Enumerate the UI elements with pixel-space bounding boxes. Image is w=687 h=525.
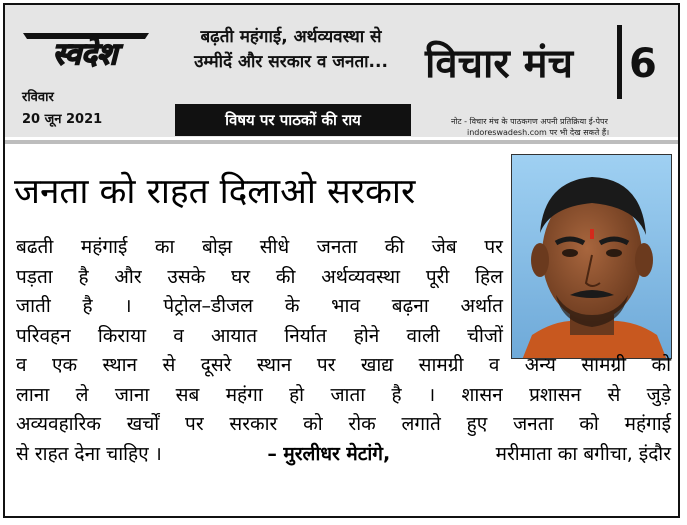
body-word: को bbox=[651, 354, 671, 376]
body-line-1 bbox=[16, 233, 503, 263]
topic-headline bbox=[155, 25, 427, 75]
body-word: जनता bbox=[513, 413, 554, 435]
body-word: घर bbox=[231, 265, 251, 288]
body-word: और bbox=[114, 265, 142, 288]
body-word: पर bbox=[484, 236, 503, 258]
body-word: भाव bbox=[331, 295, 361, 317]
section-title: विचार मंच bbox=[425, 41, 573, 87]
body-word: ले bbox=[75, 383, 89, 406]
article-body bbox=[16, 233, 671, 469]
body-word: है bbox=[82, 295, 93, 317]
body-word: अव्यवहारिक bbox=[16, 413, 101, 435]
body-word: खर्चों bbox=[126, 413, 160, 435]
body-word: सीधे bbox=[259, 236, 290, 258]
body-word: जनता bbox=[316, 236, 358, 258]
body-word: प्रशासन bbox=[529, 383, 582, 406]
body-word: स्थान bbox=[256, 354, 292, 376]
body-word: पर bbox=[185, 413, 204, 435]
body-word: महंगाई bbox=[624, 413, 671, 435]
body-word: पड़ता bbox=[16, 265, 53, 288]
body-word: होने bbox=[353, 324, 380, 347]
article-title: जनता को राहत दिलाओ सरकार bbox=[14, 172, 416, 212]
page-number: 6 bbox=[629, 41, 657, 87]
body-line-8 bbox=[16, 440, 671, 470]
title-divider bbox=[617, 25, 622, 99]
body-word: का bbox=[154, 236, 175, 258]
body-line-3 bbox=[16, 292, 503, 322]
body-word: को bbox=[579, 413, 599, 435]
body-word: जाना bbox=[114, 383, 150, 406]
body-word: निर्यात bbox=[284, 324, 327, 347]
date-label: 20 जून 2021 bbox=[22, 112, 103, 127]
body-word: सरकार bbox=[229, 413, 278, 435]
body-word: आयात bbox=[210, 324, 258, 347]
body-word: की bbox=[275, 265, 296, 288]
body-word: लाना bbox=[16, 383, 50, 406]
body-word: सब bbox=[175, 383, 200, 406]
body-word: अर्थात bbox=[460, 295, 503, 317]
body-word: जाती bbox=[16, 295, 51, 317]
body-word: उसके bbox=[167, 265, 206, 288]
body-word: बढ़ना bbox=[391, 295, 429, 317]
body-word: बोझ bbox=[201, 236, 233, 258]
body-word: पेट्रोल–डीजल bbox=[163, 295, 254, 317]
subject-banner: विषय पर पाठकों की राय bbox=[175, 104, 411, 136]
header-rule bbox=[5, 140, 678, 144]
body-word: एक bbox=[51, 354, 78, 376]
body-word: के bbox=[284, 295, 300, 317]
reader-note-line2: indoreswadesh.com पर भी देख सकते हैं। bbox=[467, 128, 610, 137]
masthead bbox=[5, 5, 678, 137]
body-word: वाली bbox=[406, 324, 440, 347]
body-word: दूसरे bbox=[200, 354, 232, 376]
body-word: महंगाई bbox=[80, 236, 128, 258]
body-word: । bbox=[124, 295, 132, 317]
body-word: व bbox=[488, 354, 500, 376]
body-word: पूरी bbox=[425, 265, 450, 288]
body-word: से bbox=[607, 383, 621, 406]
body-word: जुड़े bbox=[646, 383, 671, 406]
topic-headline-line2: उम्मीदें और सरकार व जनता... bbox=[194, 52, 388, 72]
body-line-4 bbox=[16, 322, 503, 352]
body-word: को bbox=[303, 413, 323, 435]
body-word: शासन bbox=[461, 383, 503, 406]
svg-text:स्वदेश: स्वदेश bbox=[52, 37, 118, 71]
body-word: व bbox=[173, 324, 184, 347]
body-line-6 bbox=[16, 381, 671, 411]
body-word: सामग्री bbox=[418, 354, 464, 376]
body-word: । bbox=[427, 383, 436, 406]
body-line-5 bbox=[16, 351, 671, 381]
body-word: लगाते bbox=[401, 413, 441, 435]
body-word: किराया bbox=[97, 324, 147, 347]
body-word: परिवहन bbox=[16, 324, 71, 347]
body-word: व bbox=[16, 354, 27, 376]
body-word: की bbox=[384, 236, 405, 258]
body-word: रोक bbox=[348, 413, 376, 435]
body-last-line-text: से राहत देना चाहिए । bbox=[16, 442, 162, 465]
body-word: स्थान bbox=[102, 354, 138, 376]
author-name: – मुरलीधर मेटांगे, bbox=[267, 442, 391, 465]
body-word: हिल bbox=[475, 265, 503, 288]
body-word: है bbox=[391, 383, 402, 406]
reader-note bbox=[451, 116, 609, 138]
body-word: बढती bbox=[16, 236, 54, 258]
body-word: सामग्री bbox=[581, 354, 627, 376]
body-word: जेब bbox=[431, 236, 457, 258]
body-word: चीजों bbox=[466, 324, 503, 347]
body-line-7 bbox=[16, 410, 671, 440]
body-word: हुए bbox=[466, 413, 488, 435]
topic-headline-line1: बढ़ती महंगाई, अर्थव्यवस्था से bbox=[200, 27, 382, 47]
body-word: हो bbox=[289, 383, 305, 406]
body-word: पर bbox=[316, 354, 336, 376]
day-label: रविवार bbox=[22, 90, 54, 105]
body-word: जाता bbox=[330, 383, 366, 406]
swadesh-logo bbox=[17, 25, 155, 71]
body-word: खाद्य bbox=[360, 354, 394, 376]
body-word: से bbox=[162, 354, 176, 376]
body-word: महंगा bbox=[225, 383, 263, 406]
body-word: अर्थव्यवस्था bbox=[321, 265, 401, 288]
author-location: मरीमाता का बगीचा, इंदौर bbox=[495, 442, 671, 465]
reader-note-line1: नोट - विचार मंच के पाठकगण अपनी प्रतिक्रिया ई-पेपर bbox=[451, 117, 608, 126]
body-word: है bbox=[78, 265, 89, 288]
body-word: अन्य bbox=[524, 354, 556, 376]
body-line-2 bbox=[16, 263, 503, 293]
